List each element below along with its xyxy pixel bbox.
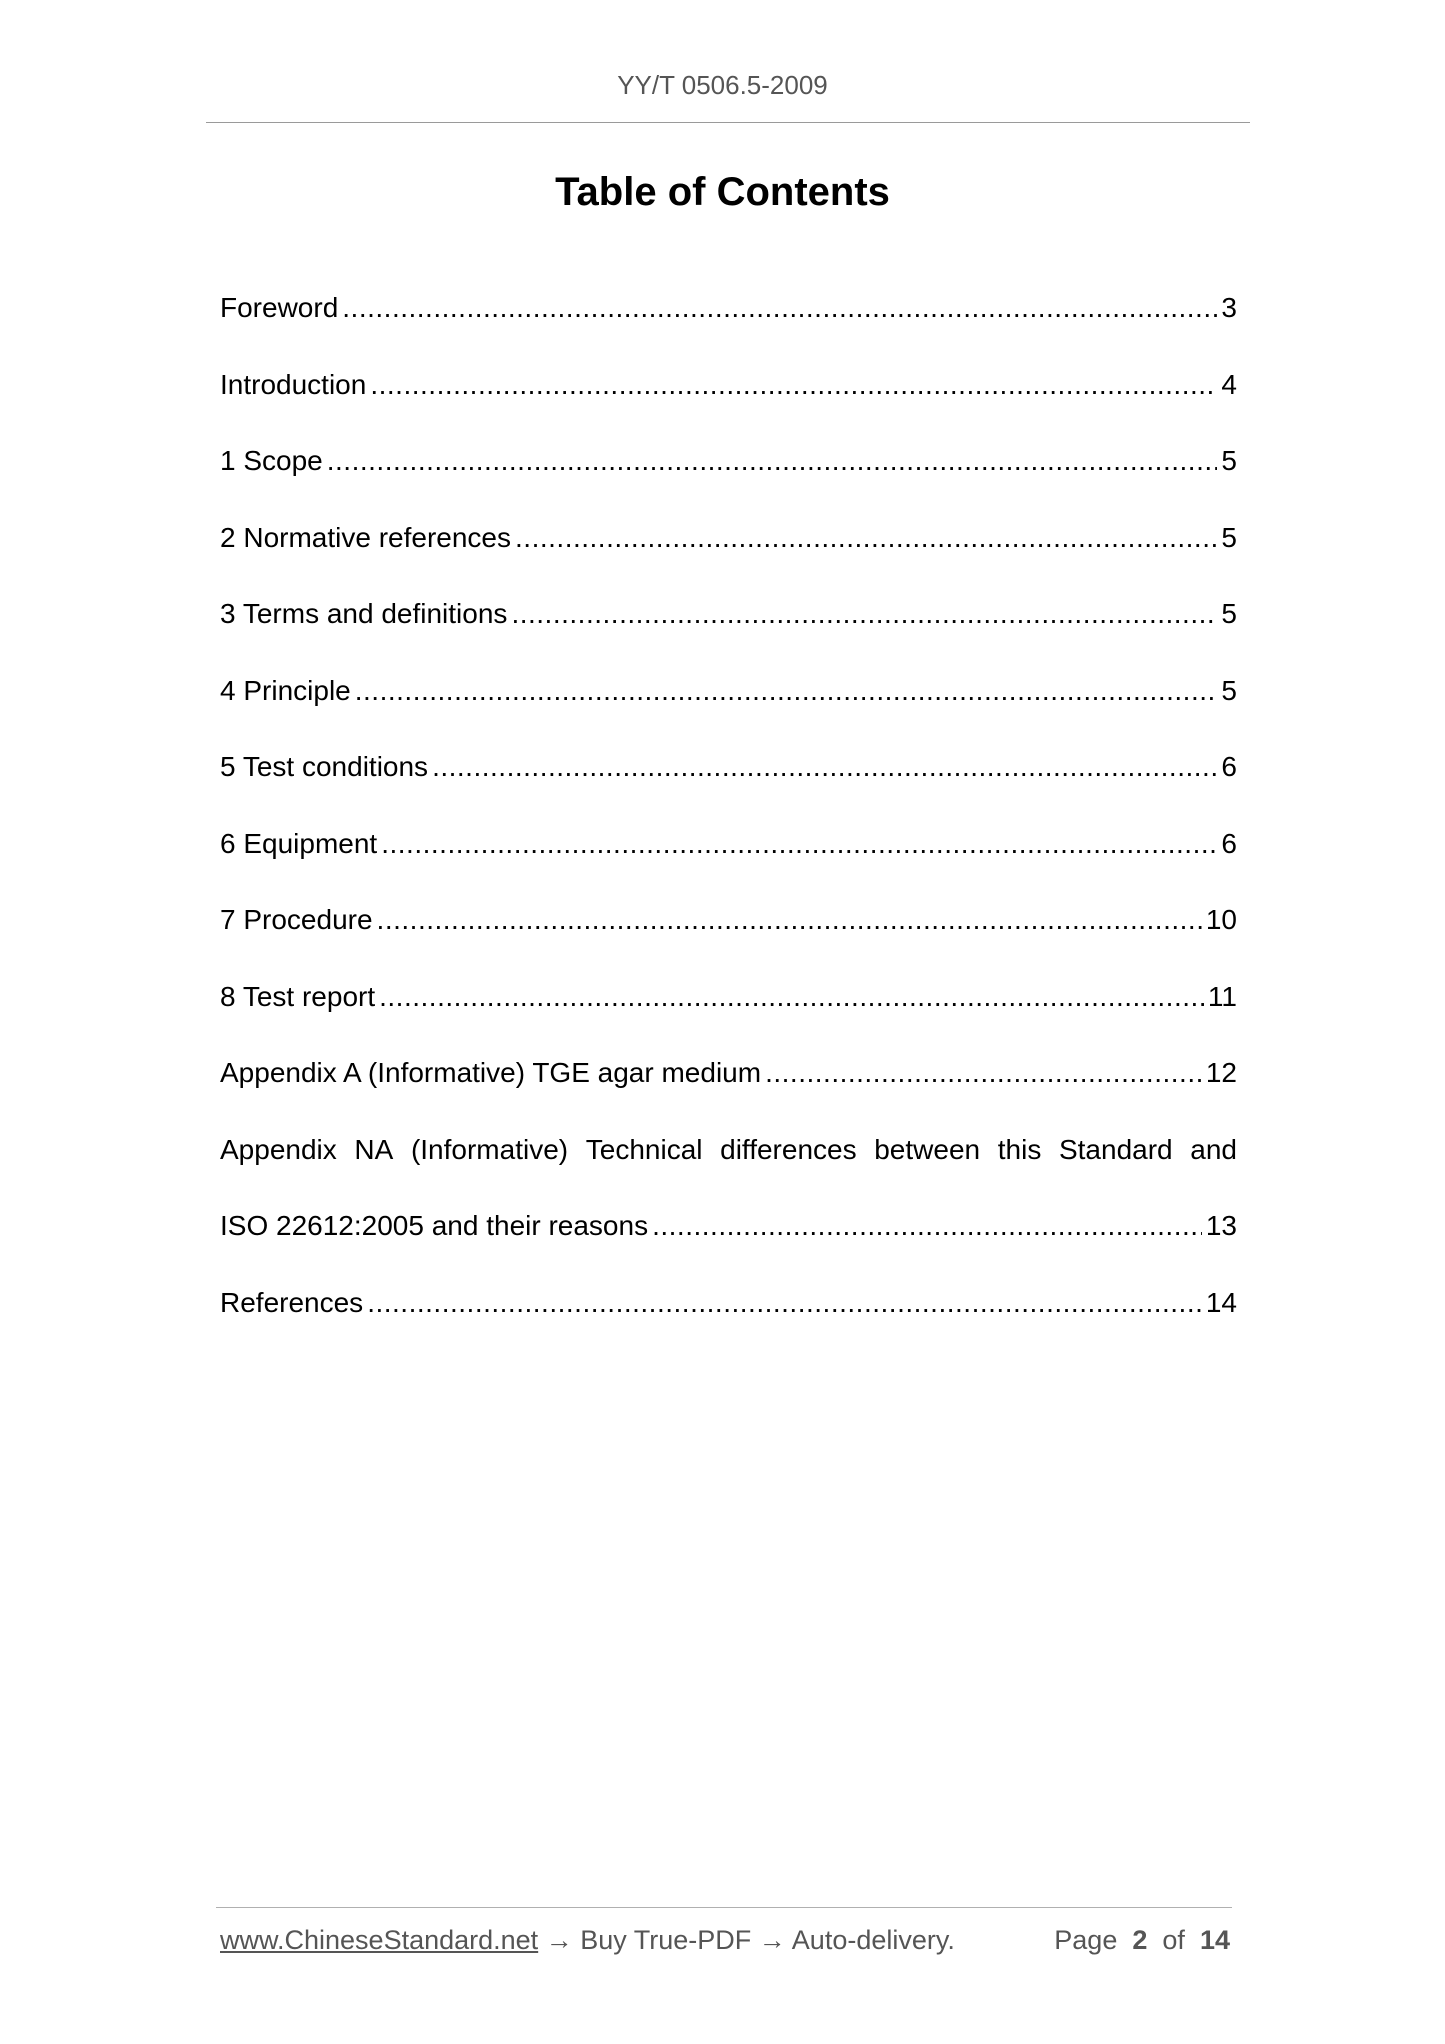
toc-entry-page: 3: [1221, 292, 1237, 323]
toc-dot-leader: [515, 517, 1217, 559]
current-page-number: 2: [1132, 1925, 1148, 1955]
toc-dot-leader: [511, 593, 1217, 635]
page-title: Table of Contents: [555, 170, 890, 214]
toc-entry-test-conditions[interactable]: [220, 746, 1237, 823]
toc-entry-label: 1 Scope: [220, 445, 323, 476]
arrow-right-icon: →: [545, 1925, 573, 1955]
toc-dot-leader: [367, 1282, 1202, 1324]
toc-entry-introduction[interactable]: [220, 364, 1237, 441]
toc-dot-leader: [652, 1205, 1202, 1247]
toc-dot-leader: [342, 287, 1217, 329]
toc-entry-scope[interactable]: [220, 440, 1237, 517]
toc-dot-leader: [381, 823, 1217, 865]
toc-entry-page: 6: [1221, 751, 1237, 782]
toc-entry-page: 10: [1205, 904, 1237, 935]
toc-entry-appendix-a[interactable]: [220, 1052, 1237, 1129]
toc-entry-page: 14: [1205, 1286, 1237, 1318]
toc-entry-word: differences: [720, 1133, 857, 1165]
toc-entry-references[interactable]: [220, 1282, 1237, 1359]
toc-entry-label: Appendix A (Informative) TGE agar medium: [220, 1057, 762, 1088]
toc-entry-word: this: [997, 1133, 1042, 1165]
toc-dot-leader: [432, 746, 1217, 788]
total-page-count: 14: [1199, 1925, 1230, 1955]
toc-entry-foreword[interactable]: [220, 287, 1237, 364]
website-link[interactable]: www.ChineseStandard.net: [220, 1925, 539, 1955]
auto-delivery-text: Auto-delivery.: [791, 1925, 955, 1955]
toc-entry-principle[interactable]: [220, 670, 1237, 747]
toc-entry-test-report[interactable]: [220, 976, 1237, 1053]
toc-entry-page: 11: [1207, 980, 1237, 1012]
toc-entry-normative-references[interactable]: [220, 517, 1237, 594]
toc-entry-label: 3 Terms and definitions: [220, 598, 508, 629]
toc-entry-procedure[interactable]: [220, 899, 1237, 976]
footer-divider: [216, 1907, 1232, 1908]
toc-entry-label: 4 Principle: [220, 674, 351, 706]
toc-dot-leader: [355, 670, 1218, 712]
toc-entry-page: 13: [1205, 1210, 1237, 1241]
header-divider: [206, 122, 1250, 123]
toc-entry-page: 12: [1205, 1057, 1237, 1088]
toc-dot-leader: [377, 899, 1202, 941]
arrow-right-icon: →: [758, 1925, 786, 1955]
toc-entry-page: 5: [1221, 598, 1237, 629]
toc-dot-leader: [327, 440, 1218, 482]
toc-entry-label: Introduction: [220, 368, 367, 400]
toc-entry-label: References: [220, 1286, 364, 1318]
toc-entry-page: 5: [1221, 674, 1237, 706]
toc-entry-appendix-na-line1[interactable]: [220, 1129, 1237, 1206]
toc-entry-page: 5: [1221, 445, 1237, 476]
document-code-header: YY/T 0506.5-2009: [617, 70, 828, 100]
toc-entry-label: 8 Test report: [220, 980, 376, 1012]
toc-entry-label: Foreword: [220, 292, 339, 323]
page-of-text: of: [1162, 1925, 1185, 1955]
toc-entry-label: 7 Procedure: [220, 904, 373, 935]
page-indicator: [1054, 1925, 1230, 1956]
toc-entry-label: 5 Test conditions: [220, 751, 429, 782]
toc-entry-word: Technical: [585, 1133, 703, 1165]
page-prefix: Page: [1054, 1925, 1118, 1955]
toc-dot-leader: [765, 1052, 1202, 1094]
toc-dot-leader: [370, 364, 1217, 406]
toc-entry-label: ISO 22612:2005 and their reasons: [220, 1210, 649, 1241]
toc-entry-label: 2 Normative references: [220, 521, 512, 553]
toc-dot-leader: [379, 976, 1204, 1018]
toc-entry-word: NA: [354, 1133, 394, 1165]
table-of-contents: [220, 287, 1237, 1358]
toc-entry-appendix-na-line2[interactable]: [220, 1205, 1237, 1282]
toc-entry-page: 4: [1221, 368, 1237, 400]
toc-entry-page: 5: [1221, 521, 1237, 553]
page-footer: [220, 1925, 1230, 1956]
toc-entry-terms-and-definitions[interactable]: [220, 593, 1237, 670]
toc-entry-page: 6: [1221, 827, 1237, 859]
toc-entry-word: between: [874, 1133, 981, 1165]
toc-entry-word: Standard: [1058, 1133, 1173, 1165]
toc-entry-word: (Informative): [410, 1133, 569, 1165]
toc-entry-label: 6 Equipment: [220, 827, 378, 859]
toc-entry-word: Appendix: [220, 1133, 337, 1165]
buy-true-pdf-text: Buy True-PDF: [580, 1925, 752, 1955]
toc-entry-equipment[interactable]: [220, 823, 1237, 900]
toc-entry-word: and: [1190, 1133, 1237, 1165]
